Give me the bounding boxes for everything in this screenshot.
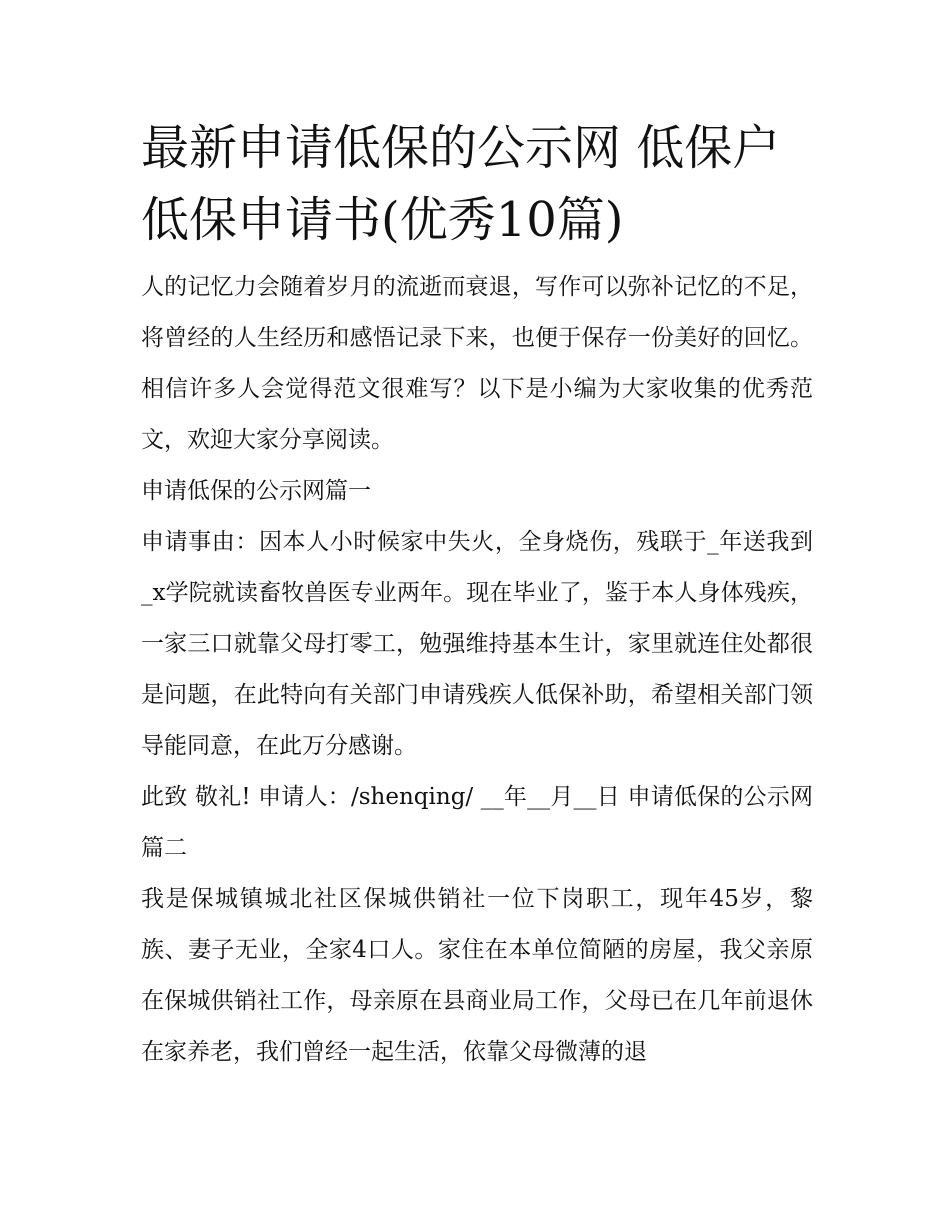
section-1-paragraph: 申请事由：因本人小时候家中失火，全身烧伤，残联于_年送我到_x学院就读畜牧兽医专业两年。现在毕业了，鉴于本人身体残疾，一家三口就靠父母打零工，勉强维持基本生计，家里就连住处都很是问题，在此特向有关部门申请残疾人低保补助，希望相关部门领导能同意，在此万分感谢。 bbox=[141, 529, 813, 759]
section-1-closing: 此致 敬礼! 申请人：/shenqing/ __年__月__日 申请低保的公示网篇二 bbox=[141, 784, 813, 861]
document-body bbox=[141, 112, 813, 1078]
title-block bbox=[141, 112, 813, 256]
section-2-paragraph: 我是保城镇城北社区保城供销社一位下岗职工，现年45岁，黎族、妻子无业，全家4口人。家住在本单位简陋的房屋，我父亲原在保城供销社工作，母亲原在县商业局工作，父母已在几年前退休在家养老，我们曾经一起生活，依靠父母微薄的退 bbox=[141, 886, 813, 1065]
intro-paragraph: 人的记忆力会随着岁月的流逝而衰退，写作可以弥补记忆的不足，将曾经的人生经历和感悟记录下来，也便于保存一份美好的回忆。相信许多人会觉得范文很难写？以下是小编为大家收集的优秀范文，欢迎大家分享阅读。 bbox=[141, 274, 813, 453]
section-heading-1: 申请低保的公示网篇一 bbox=[141, 478, 371, 504]
document-title: 最新申请低保的公示网 低保户低保申请书(优秀10篇) bbox=[141, 120, 781, 248]
